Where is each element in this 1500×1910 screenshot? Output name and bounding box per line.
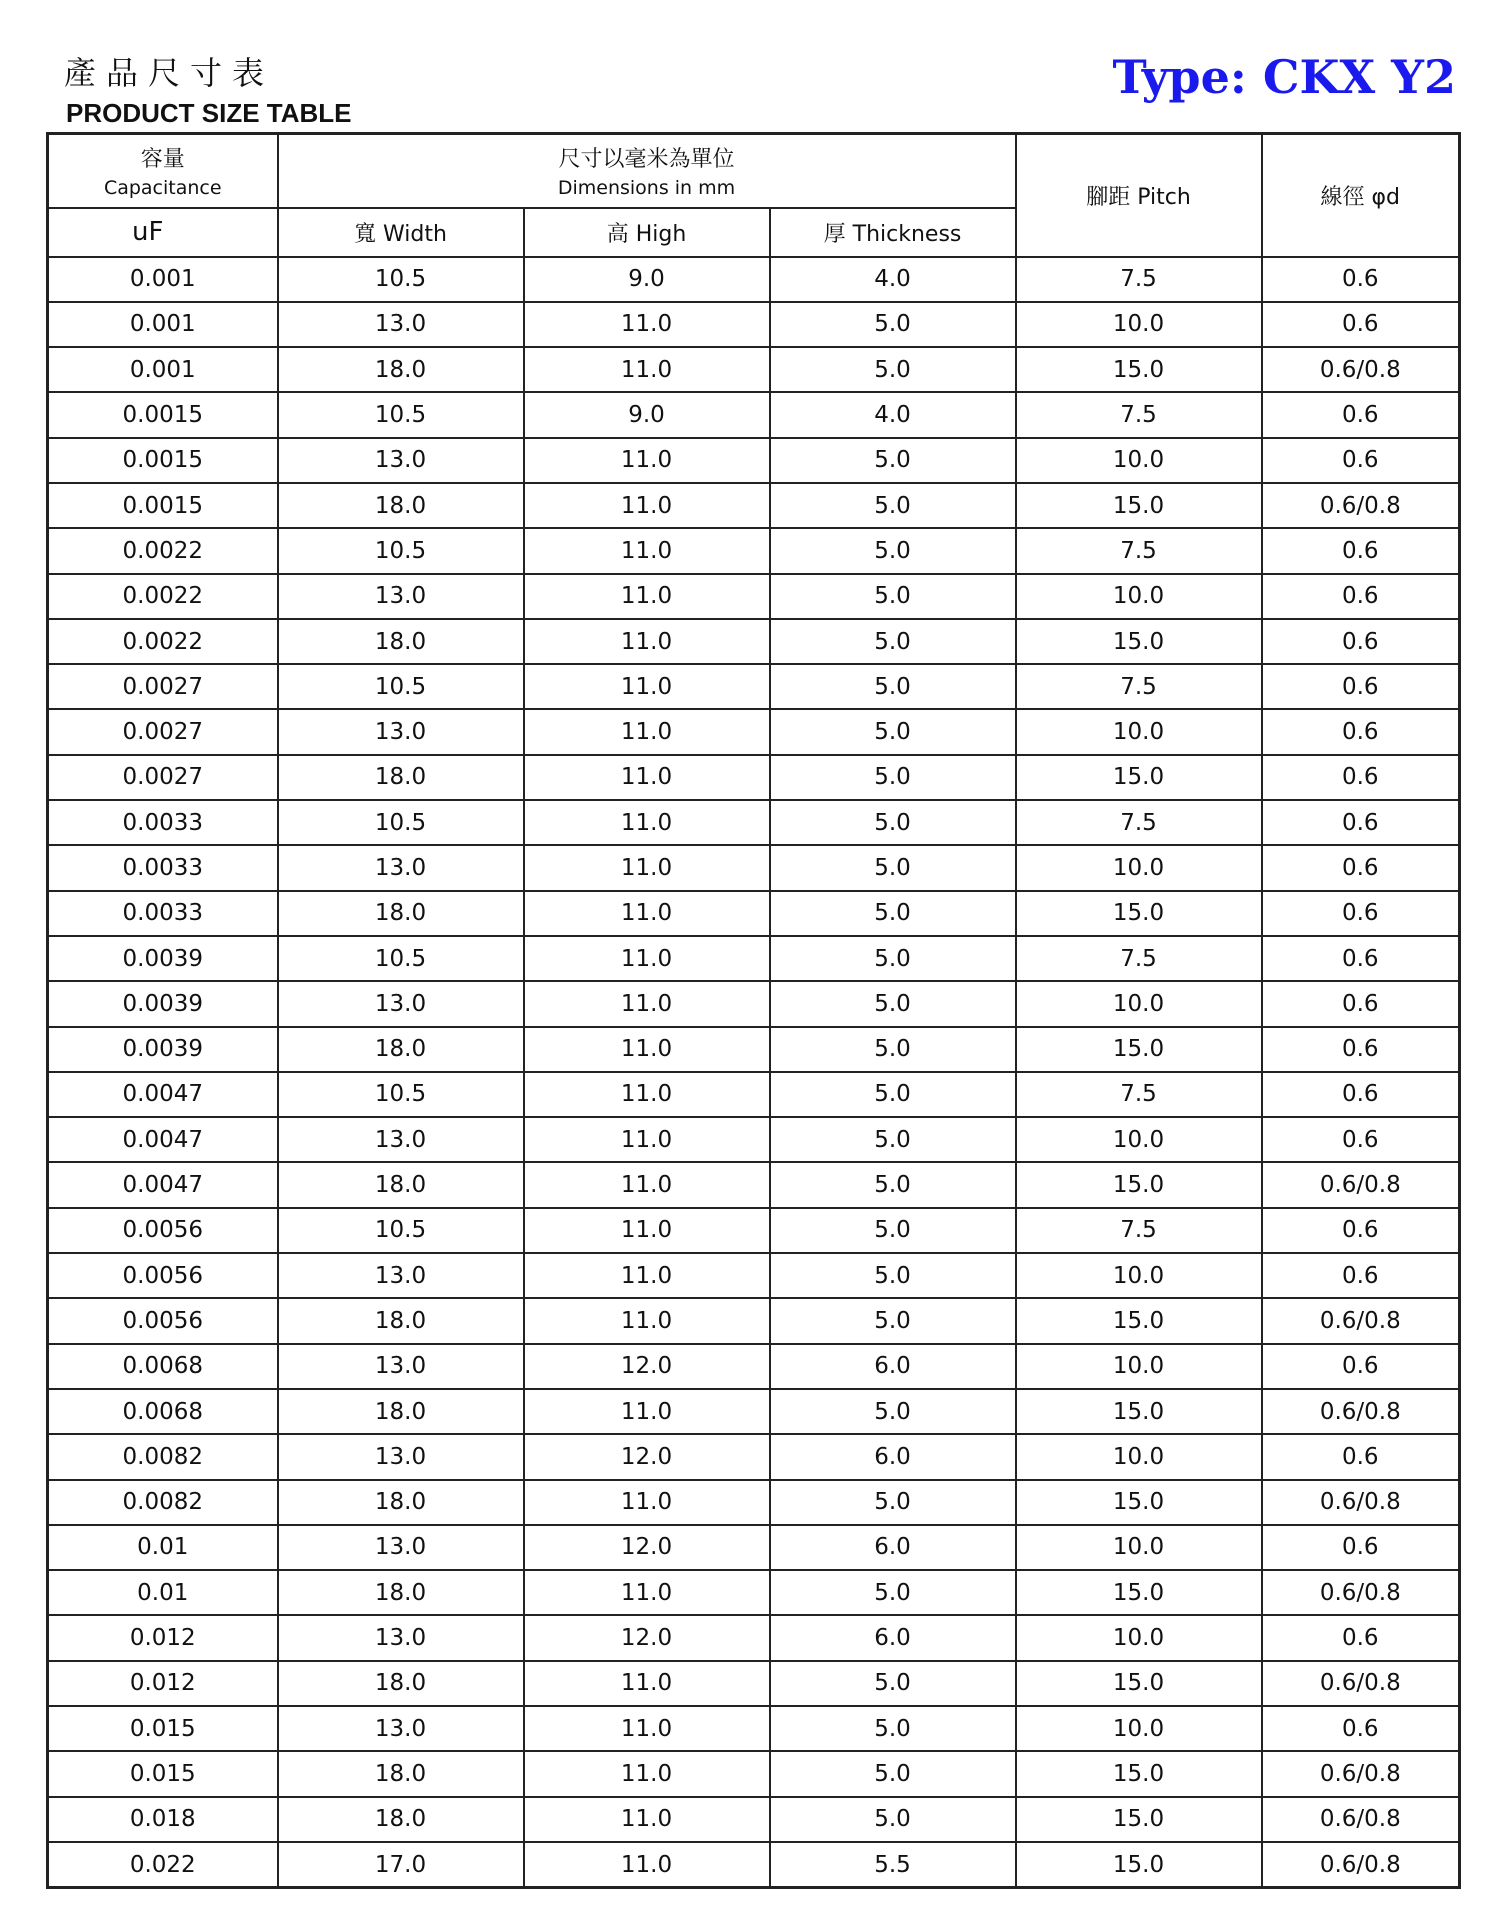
thickness-cell: 5.0 xyxy=(770,1027,1016,1072)
header-unit: uF xyxy=(48,208,278,257)
pitch-cell: 10.0 xyxy=(1016,1706,1262,1751)
diameter-cell: 0.6 xyxy=(1262,1434,1460,1479)
diameter-cell: 0.6 xyxy=(1262,392,1460,437)
width-cell: 10.5 xyxy=(278,664,524,709)
width-cell: 18.0 xyxy=(278,1162,524,1207)
high-cell: 11.0 xyxy=(524,1027,770,1072)
diameter-cell: 0.6 xyxy=(1262,1117,1460,1162)
width-cell: 10.5 xyxy=(278,1072,524,1117)
header-high: 高 High xyxy=(524,208,770,257)
width-cell: 13.0 xyxy=(278,302,524,347)
width-cell: 18.0 xyxy=(278,1751,524,1796)
thickness-cell: 6.0 xyxy=(770,1434,1016,1479)
thickness-cell: 5.0 xyxy=(770,347,1016,392)
thickness-cell: 5.0 xyxy=(770,1072,1016,1117)
capacitance-cell: 0.015 xyxy=(48,1751,278,1796)
pitch-cell: 10.0 xyxy=(1016,302,1262,347)
table-row xyxy=(48,619,1460,664)
table-row xyxy=(48,891,1460,936)
width-cell: 18.0 xyxy=(278,1027,524,1072)
table-row xyxy=(48,1570,1460,1615)
capacitance-cell: 0.0068 xyxy=(48,1344,278,1389)
high-cell: 11.0 xyxy=(524,1208,770,1253)
thickness-cell: 4.0 xyxy=(770,257,1016,302)
high-cell: 11.0 xyxy=(524,1162,770,1207)
width-cell: 13.0 xyxy=(278,1344,524,1389)
width-cell: 18.0 xyxy=(278,619,524,664)
pitch-cell: 15.0 xyxy=(1016,483,1262,528)
diameter-cell: 0.6/0.8 xyxy=(1262,1661,1460,1706)
thickness-cell: 4.0 xyxy=(770,392,1016,437)
diameter-cell: 0.6 xyxy=(1262,257,1460,302)
pitch-cell: 15.0 xyxy=(1016,1797,1262,1842)
thickness-cell: 5.0 xyxy=(770,845,1016,890)
width-cell: 13.0 xyxy=(278,845,524,890)
table-row xyxy=(48,981,1460,1026)
capacitance-cell: 0.0082 xyxy=(48,1434,278,1479)
table-row xyxy=(48,438,1460,483)
capacitance-cell: 0.0039 xyxy=(48,1027,278,1072)
capacitance-cell: 0.0033 xyxy=(48,845,278,890)
width-cell: 18.0 xyxy=(278,755,524,800)
width-cell: 18.0 xyxy=(278,1797,524,1842)
high-cell: 12.0 xyxy=(524,1525,770,1570)
thickness-cell: 5.0 xyxy=(770,1117,1016,1162)
table-row xyxy=(48,392,1460,437)
width-cell: 18.0 xyxy=(278,1298,524,1343)
width-cell: 10.5 xyxy=(278,528,524,573)
thickness-cell: 5.0 xyxy=(770,528,1016,573)
diameter-cell: 0.6 xyxy=(1262,302,1460,347)
diameter-cell: 0.6 xyxy=(1262,845,1460,890)
thickness-cell: 6.0 xyxy=(770,1525,1016,1570)
thickness-cell: 5.0 xyxy=(770,1751,1016,1796)
header-capacitance-cn: 容量 xyxy=(140,147,185,173)
width-cell: 18.0 xyxy=(278,1661,524,1706)
diameter-cell: 0.6 xyxy=(1262,619,1460,664)
high-cell: 11.0 xyxy=(524,438,770,483)
table-row xyxy=(48,483,1460,528)
pitch-cell: 15.0 xyxy=(1016,1570,1262,1615)
table-row xyxy=(48,1751,1460,1796)
pitch-cell: 7.5 xyxy=(1016,1072,1262,1117)
width-cell: 18.0 xyxy=(278,891,524,936)
pitch-cell: 15.0 xyxy=(1016,891,1262,936)
capacitance-cell: 0.015 xyxy=(48,1706,278,1751)
capacitance-cell: 0.012 xyxy=(48,1661,278,1706)
width-cell: 13.0 xyxy=(278,981,524,1026)
thickness-cell: 5.0 xyxy=(770,1480,1016,1525)
capacitance-cell: 0.0056 xyxy=(48,1298,278,1343)
table-row xyxy=(48,800,1460,845)
pitch-cell: 10.0 xyxy=(1016,574,1262,619)
diameter-cell: 0.6/0.8 xyxy=(1262,1162,1460,1207)
high-cell: 12.0 xyxy=(524,1344,770,1389)
capacitance-cell: 0.01 xyxy=(48,1525,278,1570)
capacitance-cell: 0.022 xyxy=(48,1842,278,1888)
table-row xyxy=(48,1117,1460,1162)
high-cell: 11.0 xyxy=(524,302,770,347)
thickness-cell: 5.0 xyxy=(770,302,1016,347)
capacitance-cell: 0.0027 xyxy=(48,755,278,800)
thickness-cell: 5.0 xyxy=(770,981,1016,1026)
diameter-cell: 0.6 xyxy=(1262,1208,1460,1253)
high-cell: 9.0 xyxy=(524,257,770,302)
thickness-cell: 5.0 xyxy=(770,1162,1016,1207)
thickness-cell: 5.0 xyxy=(770,483,1016,528)
capacitance-cell: 0.0033 xyxy=(48,800,278,845)
high-cell: 11.0 xyxy=(524,664,770,709)
header-diameter: 線徑 φd xyxy=(1262,134,1460,257)
pitch-cell: 10.0 xyxy=(1016,1117,1262,1162)
table-row xyxy=(48,1027,1460,1072)
capacitance-cell: 0.001 xyxy=(48,257,278,302)
table-row xyxy=(48,257,1460,302)
high-cell: 12.0 xyxy=(524,1615,770,1660)
width-cell: 10.5 xyxy=(278,392,524,437)
diameter-cell: 0.6 xyxy=(1262,1253,1460,1298)
diameter-cell: 0.6 xyxy=(1262,1072,1460,1117)
product-size-table xyxy=(46,132,1461,1889)
capacitance-cell: 0.0027 xyxy=(48,664,278,709)
diameter-cell: 0.6/0.8 xyxy=(1262,1797,1460,1842)
pitch-cell: 10.0 xyxy=(1016,1344,1262,1389)
table-row xyxy=(48,1253,1460,1298)
pitch-cell: 10.0 xyxy=(1016,845,1262,890)
thickness-cell: 5.0 xyxy=(770,891,1016,936)
diameter-cell: 0.6 xyxy=(1262,664,1460,709)
thickness-cell: 5.0 xyxy=(770,1797,1016,1842)
high-cell: 11.0 xyxy=(524,1570,770,1615)
high-cell: 11.0 xyxy=(524,709,770,754)
table-row xyxy=(48,1525,1460,1570)
pitch-cell: 10.0 xyxy=(1016,1434,1262,1479)
diameter-cell: 0.6 xyxy=(1262,1027,1460,1072)
table-row xyxy=(48,1162,1460,1207)
table-row xyxy=(48,1480,1460,1525)
pitch-cell: 10.0 xyxy=(1016,709,1262,754)
high-cell: 11.0 xyxy=(524,528,770,573)
high-cell: 9.0 xyxy=(524,392,770,437)
table-row xyxy=(48,1344,1460,1389)
thickness-cell: 5.0 xyxy=(770,936,1016,981)
high-cell: 11.0 xyxy=(524,1389,770,1434)
diameter-cell: 0.6 xyxy=(1262,981,1460,1026)
width-cell: 18.0 xyxy=(278,1480,524,1525)
table-row xyxy=(48,1434,1460,1479)
width-cell: 10.5 xyxy=(278,800,524,845)
capacitance-cell: 0.0056 xyxy=(48,1253,278,1298)
pitch-cell: 15.0 xyxy=(1016,1661,1262,1706)
table-row xyxy=(48,1615,1460,1660)
capacitance-cell: 0.0056 xyxy=(48,1208,278,1253)
capacitance-cell: 0.0039 xyxy=(48,936,278,981)
header-dimensions xyxy=(278,134,1016,208)
diameter-cell: 0.6/0.8 xyxy=(1262,1298,1460,1343)
table-row xyxy=(48,664,1460,709)
thickness-cell: 5.0 xyxy=(770,1661,1016,1706)
table-row xyxy=(48,1706,1460,1751)
pitch-cell: 15.0 xyxy=(1016,755,1262,800)
capacitance-cell: 0.0039 xyxy=(48,981,278,1026)
thickness-cell: 5.5 xyxy=(770,1842,1016,1888)
high-cell: 11.0 xyxy=(524,1072,770,1117)
width-cell: 13.0 xyxy=(278,1615,524,1660)
table-body xyxy=(48,257,1460,1888)
diameter-cell: 0.6 xyxy=(1262,936,1460,981)
table-row xyxy=(48,845,1460,890)
pitch-cell: 15.0 xyxy=(1016,1298,1262,1343)
width-cell: 18.0 xyxy=(278,1570,524,1615)
pitch-cell: 15.0 xyxy=(1016,1389,1262,1434)
capacitance-cell: 0.0015 xyxy=(48,438,278,483)
high-cell: 11.0 xyxy=(524,483,770,528)
thickness-cell: 5.0 xyxy=(770,438,1016,483)
capacitance-cell: 0.0033 xyxy=(48,891,278,936)
capacitance-cell: 0.0082 xyxy=(48,1480,278,1525)
thickness-cell: 6.0 xyxy=(770,1344,1016,1389)
header-dimensions-cn: 尺寸以毫米為單位 xyxy=(558,147,735,173)
pitch-cell: 15.0 xyxy=(1016,619,1262,664)
capacitance-cell: 0.0068 xyxy=(48,1389,278,1434)
table-row xyxy=(48,1661,1460,1706)
high-cell: 11.0 xyxy=(524,981,770,1026)
pitch-cell: 10.0 xyxy=(1016,438,1262,483)
diameter-cell: 0.6 xyxy=(1262,574,1460,619)
pitch-cell: 7.5 xyxy=(1016,257,1262,302)
diameter-cell: 0.6 xyxy=(1262,1525,1460,1570)
diameter-cell: 0.6/0.8 xyxy=(1262,347,1460,392)
capacitance-cell: 0.0047 xyxy=(48,1117,278,1162)
high-cell: 11.0 xyxy=(524,347,770,392)
pitch-cell: 15.0 xyxy=(1016,347,1262,392)
diameter-cell: 0.6/0.8 xyxy=(1262,1842,1460,1888)
capacitance-cell: 0.0015 xyxy=(48,483,278,528)
table-row xyxy=(48,1208,1460,1253)
diameter-cell: 0.6 xyxy=(1262,438,1460,483)
pitch-cell: 10.0 xyxy=(1016,1253,1262,1298)
width-cell: 10.5 xyxy=(278,1208,524,1253)
diameter-cell: 0.6/0.8 xyxy=(1262,1751,1460,1796)
thickness-cell: 5.0 xyxy=(770,1570,1016,1615)
high-cell: 11.0 xyxy=(524,1706,770,1751)
pitch-cell: 10.0 xyxy=(1016,981,1262,1026)
diameter-cell: 0.6/0.8 xyxy=(1262,1389,1460,1434)
pitch-cell: 7.5 xyxy=(1016,664,1262,709)
width-cell: 18.0 xyxy=(278,347,524,392)
thickness-cell: 5.0 xyxy=(770,664,1016,709)
table-row xyxy=(48,302,1460,347)
diameter-cell: 0.6 xyxy=(1262,1344,1460,1389)
diameter-cell: 0.6 xyxy=(1262,891,1460,936)
thickness-cell: 5.0 xyxy=(770,1706,1016,1751)
pitch-cell: 7.5 xyxy=(1016,392,1262,437)
width-cell: 13.0 xyxy=(278,438,524,483)
page-title-english: PRODUCT SIZE TABLE xyxy=(66,98,352,128)
width-cell: 13.0 xyxy=(278,1117,524,1162)
capacitance-cell: 0.0027 xyxy=(48,709,278,754)
capacitance-cell: 0.0022 xyxy=(48,528,278,573)
width-cell: 13.0 xyxy=(278,1434,524,1479)
thickness-cell: 5.0 xyxy=(770,755,1016,800)
thickness-cell: 5.0 xyxy=(770,1253,1016,1298)
width-cell: 13.0 xyxy=(278,709,524,754)
pitch-cell: 15.0 xyxy=(1016,1842,1262,1888)
header-capacitance xyxy=(48,134,278,208)
width-cell: 18.0 xyxy=(278,483,524,528)
capacitance-cell: 0.0047 xyxy=(48,1072,278,1117)
table-row xyxy=(48,1842,1460,1888)
high-cell: 11.0 xyxy=(524,574,770,619)
high-cell: 11.0 xyxy=(524,619,770,664)
page-title-chinese: 產品尺寸表 xyxy=(64,54,275,92)
diameter-cell: 0.6/0.8 xyxy=(1262,1570,1460,1615)
capacitance-cell: 0.012 xyxy=(48,1615,278,1660)
high-cell: 11.0 xyxy=(524,891,770,936)
capacitance-cell: 0.0015 xyxy=(48,392,278,437)
table-row xyxy=(48,1389,1460,1434)
capacitance-cell: 0.018 xyxy=(48,1797,278,1842)
table-row xyxy=(48,709,1460,754)
pitch-cell: 15.0 xyxy=(1016,1751,1262,1796)
table-row xyxy=(48,936,1460,981)
thickness-cell: 5.0 xyxy=(770,1208,1016,1253)
width-cell: 10.5 xyxy=(278,936,524,981)
pitch-cell: 7.5 xyxy=(1016,528,1262,573)
width-cell: 17.0 xyxy=(278,1842,524,1888)
header-width: 寬 Width xyxy=(278,208,524,257)
pitch-cell: 15.0 xyxy=(1016,1162,1262,1207)
pitch-cell: 10.0 xyxy=(1016,1525,1262,1570)
product-type-label: Type: CKX Y2 xyxy=(1112,50,1456,104)
diameter-cell: 0.6/0.8 xyxy=(1262,1480,1460,1525)
header-dimensions-en: Dimensions in mm xyxy=(557,177,736,200)
high-cell: 11.0 xyxy=(524,1117,770,1162)
table-row xyxy=(48,528,1460,573)
diameter-cell: 0.6 xyxy=(1262,755,1460,800)
thickness-cell: 5.0 xyxy=(770,1298,1016,1343)
capacitance-cell: 0.0047 xyxy=(48,1162,278,1207)
capacitance-cell: 0.001 xyxy=(48,347,278,392)
diameter-cell: 0.6 xyxy=(1262,800,1460,845)
high-cell: 11.0 xyxy=(524,1661,770,1706)
high-cell: 11.0 xyxy=(524,845,770,890)
diameter-cell: 0.6/0.8 xyxy=(1262,483,1460,528)
capacitance-cell: 0.001 xyxy=(48,302,278,347)
pitch-cell: 15.0 xyxy=(1016,1480,1262,1525)
thickness-cell: 5.0 xyxy=(770,800,1016,845)
thickness-cell: 5.0 xyxy=(770,619,1016,664)
width-cell: 13.0 xyxy=(278,1253,524,1298)
diameter-cell: 0.6 xyxy=(1262,1706,1460,1751)
table-row xyxy=(48,574,1460,619)
table-row xyxy=(48,347,1460,392)
high-cell: 11.0 xyxy=(524,1298,770,1343)
width-cell: 18.0 xyxy=(278,1389,524,1434)
diameter-cell: 0.6 xyxy=(1262,1615,1460,1660)
high-cell: 11.0 xyxy=(524,936,770,981)
width-cell: 13.0 xyxy=(278,1525,524,1570)
high-cell: 11.0 xyxy=(524,1480,770,1525)
high-cell: 11.0 xyxy=(524,755,770,800)
thickness-cell: 5.0 xyxy=(770,1389,1016,1434)
width-cell: 10.5 xyxy=(278,257,524,302)
high-cell: 11.0 xyxy=(524,1253,770,1298)
high-cell: 11.0 xyxy=(524,800,770,845)
pitch-cell: 15.0 xyxy=(1016,1027,1262,1072)
thickness-cell: 5.0 xyxy=(770,574,1016,619)
high-cell: 11.0 xyxy=(524,1751,770,1796)
diameter-cell: 0.6 xyxy=(1262,528,1460,573)
diameter-cell: 0.6 xyxy=(1262,709,1460,754)
capacitance-cell: 0.0022 xyxy=(48,574,278,619)
width-cell: 13.0 xyxy=(278,1706,524,1751)
pitch-cell: 7.5 xyxy=(1016,800,1262,845)
table-row xyxy=(48,755,1460,800)
table-row xyxy=(48,1298,1460,1343)
table-row xyxy=(48,1797,1460,1842)
width-cell: 13.0 xyxy=(278,574,524,619)
pitch-cell: 7.5 xyxy=(1016,1208,1262,1253)
capacitance-cell: 0.01 xyxy=(48,1570,278,1615)
header-thickness: 厚 Thickness xyxy=(770,208,1016,257)
thickness-cell: 5.0 xyxy=(770,709,1016,754)
high-cell: 11.0 xyxy=(524,1797,770,1842)
high-cell: 12.0 xyxy=(524,1434,770,1479)
header-pitch: 腳距 Pitch xyxy=(1016,134,1262,257)
pitch-cell: 7.5 xyxy=(1016,936,1262,981)
capacitance-cell: 0.0022 xyxy=(48,619,278,664)
high-cell: 11.0 xyxy=(524,1842,770,1888)
thickness-cell: 6.0 xyxy=(770,1615,1016,1660)
table-row xyxy=(48,1072,1460,1117)
pitch-cell: 10.0 xyxy=(1016,1615,1262,1660)
header-capacitance-en: Capacitance xyxy=(103,177,222,200)
